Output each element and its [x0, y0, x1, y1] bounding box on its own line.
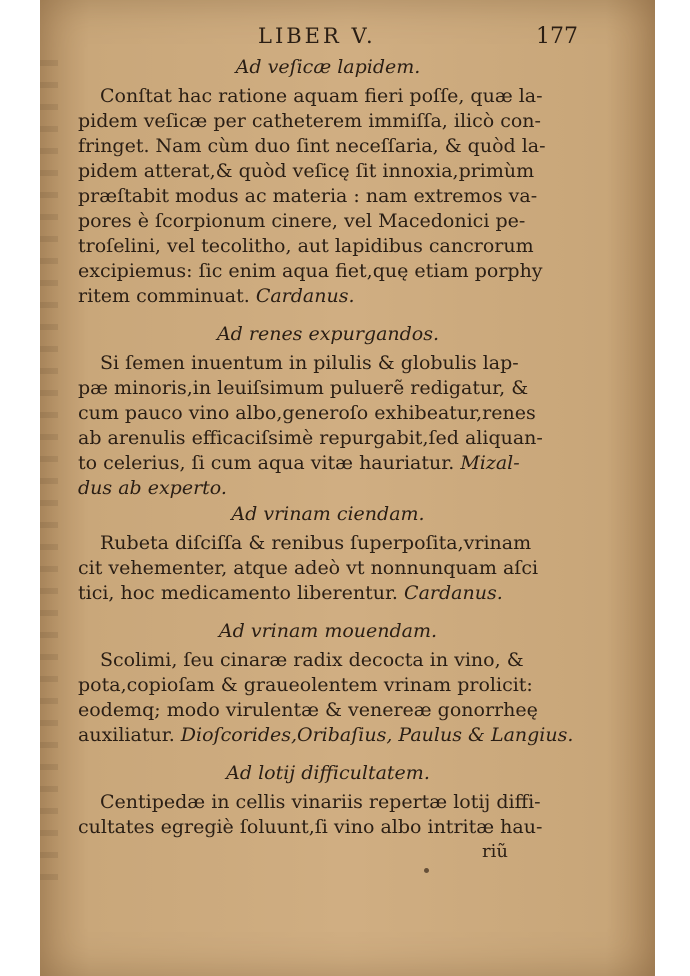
section-body: [78, 84, 578, 309]
page-text: [78, 18, 578, 864]
page-number: 177: [536, 24, 578, 49]
section-heading: Ad renes expurgandos.: [216, 323, 440, 345]
text-line-content: to celerius, ſi cum aqua vitæ hauriatur.: [78, 452, 455, 474]
author-citation: Cardanus.: [255, 285, 355, 307]
text-line: troſelini, vel tecolitho, aut lapidibus cancrorum: [78, 235, 534, 257]
text-line-content: auxiliatur.: [78, 724, 175, 746]
text-line: [78, 451, 578, 476]
text-line: Centipedæ in cellis vinariis repertæ lotij diffi-: [100, 791, 541, 813]
author-citation: Dioſcorides,Oribaſius, Paulus & Langius.: [180, 724, 574, 746]
text-line: cit vehementer, atque adeò vt nonnunquam aſci: [78, 557, 539, 579]
section-heading: Ad vrinam ciendam.: [231, 503, 425, 525]
text-line-content: ritem comminuat.: [78, 285, 250, 307]
text-line: ab arenulis efficaciſsimè repurgabit,ſed aliquan-: [78, 427, 543, 449]
section-heading: Ad veſicæ lapidem.: [235, 56, 421, 78]
text-line: pidem atterat,& quòd veſicę ſit innoxia,primùm: [78, 160, 535, 182]
text-line: [78, 284, 578, 309]
text-line-content: tici, hoc medicamento liberentur.: [78, 582, 398, 604]
text-line: [78, 723, 578, 748]
running-header: [78, 18, 578, 54]
text-line: cultates egregiè ſoluunt,ſi vino albo intritæ hau-: [78, 816, 543, 838]
text-line: cum pauco vino albo,generoſo exhibeatur,renes: [78, 402, 536, 424]
section-body: [78, 531, 578, 606]
text-line: pæ minoris,in leuiſsimum puluerẽ redigatur, &: [78, 377, 529, 399]
text-line: eodemq; modo virulentæ & venereæ gonorrheę: [78, 699, 538, 721]
text-line: pores è ſcorpionum cinere, vel Macedonici pe-: [78, 210, 526, 232]
text-line: fringet. Nam cùm duo ſint neceſſaria, & quòd la-: [78, 135, 546, 157]
text-line: præſtabit modus ac materia : nam extremos va-: [78, 185, 538, 207]
text-line: excipiemus: ſic enim aqua fiet,quę etiam porphy: [78, 260, 543, 282]
section-body: [78, 790, 578, 840]
section-heading: Ad lotij difficultatem.: [226, 762, 430, 784]
text-line: Si ſemen inuentum in pilulis & globulis lap-: [100, 352, 519, 374]
catchword: riũ: [482, 841, 508, 862]
author-citation: Cardanus.: [404, 582, 503, 604]
text-line: pidem veſicæ per catheterem immiſſa, ilicò con-: [78, 110, 541, 132]
ink-spot: [424, 868, 429, 873]
running-title: LIBER V.: [258, 24, 376, 48]
text-line: Rubeta diſciſſa & renibus ſuperpoſita,vrinam: [100, 532, 532, 554]
text-line: [78, 581, 578, 606]
author-citation-cont: dus ab experto.: [78, 477, 227, 499]
section-body: [78, 648, 578, 748]
section-body: [78, 351, 578, 501]
bleed-through-margin: [40, 60, 58, 880]
section-heading: Ad vrinam mouendam.: [218, 620, 438, 642]
author-citation: Mizal-: [460, 452, 520, 474]
book-page: [40, 0, 655, 976]
text-line: Scolimi, ſeu cinaræ radix decocta in vino, &: [100, 649, 524, 671]
text-line: pota,copioſam & graueolentem vrinam prolicit:: [78, 674, 533, 696]
text-line: Conſtat hac ratione aquam fieri poſſe, quæ la-: [100, 85, 543, 107]
